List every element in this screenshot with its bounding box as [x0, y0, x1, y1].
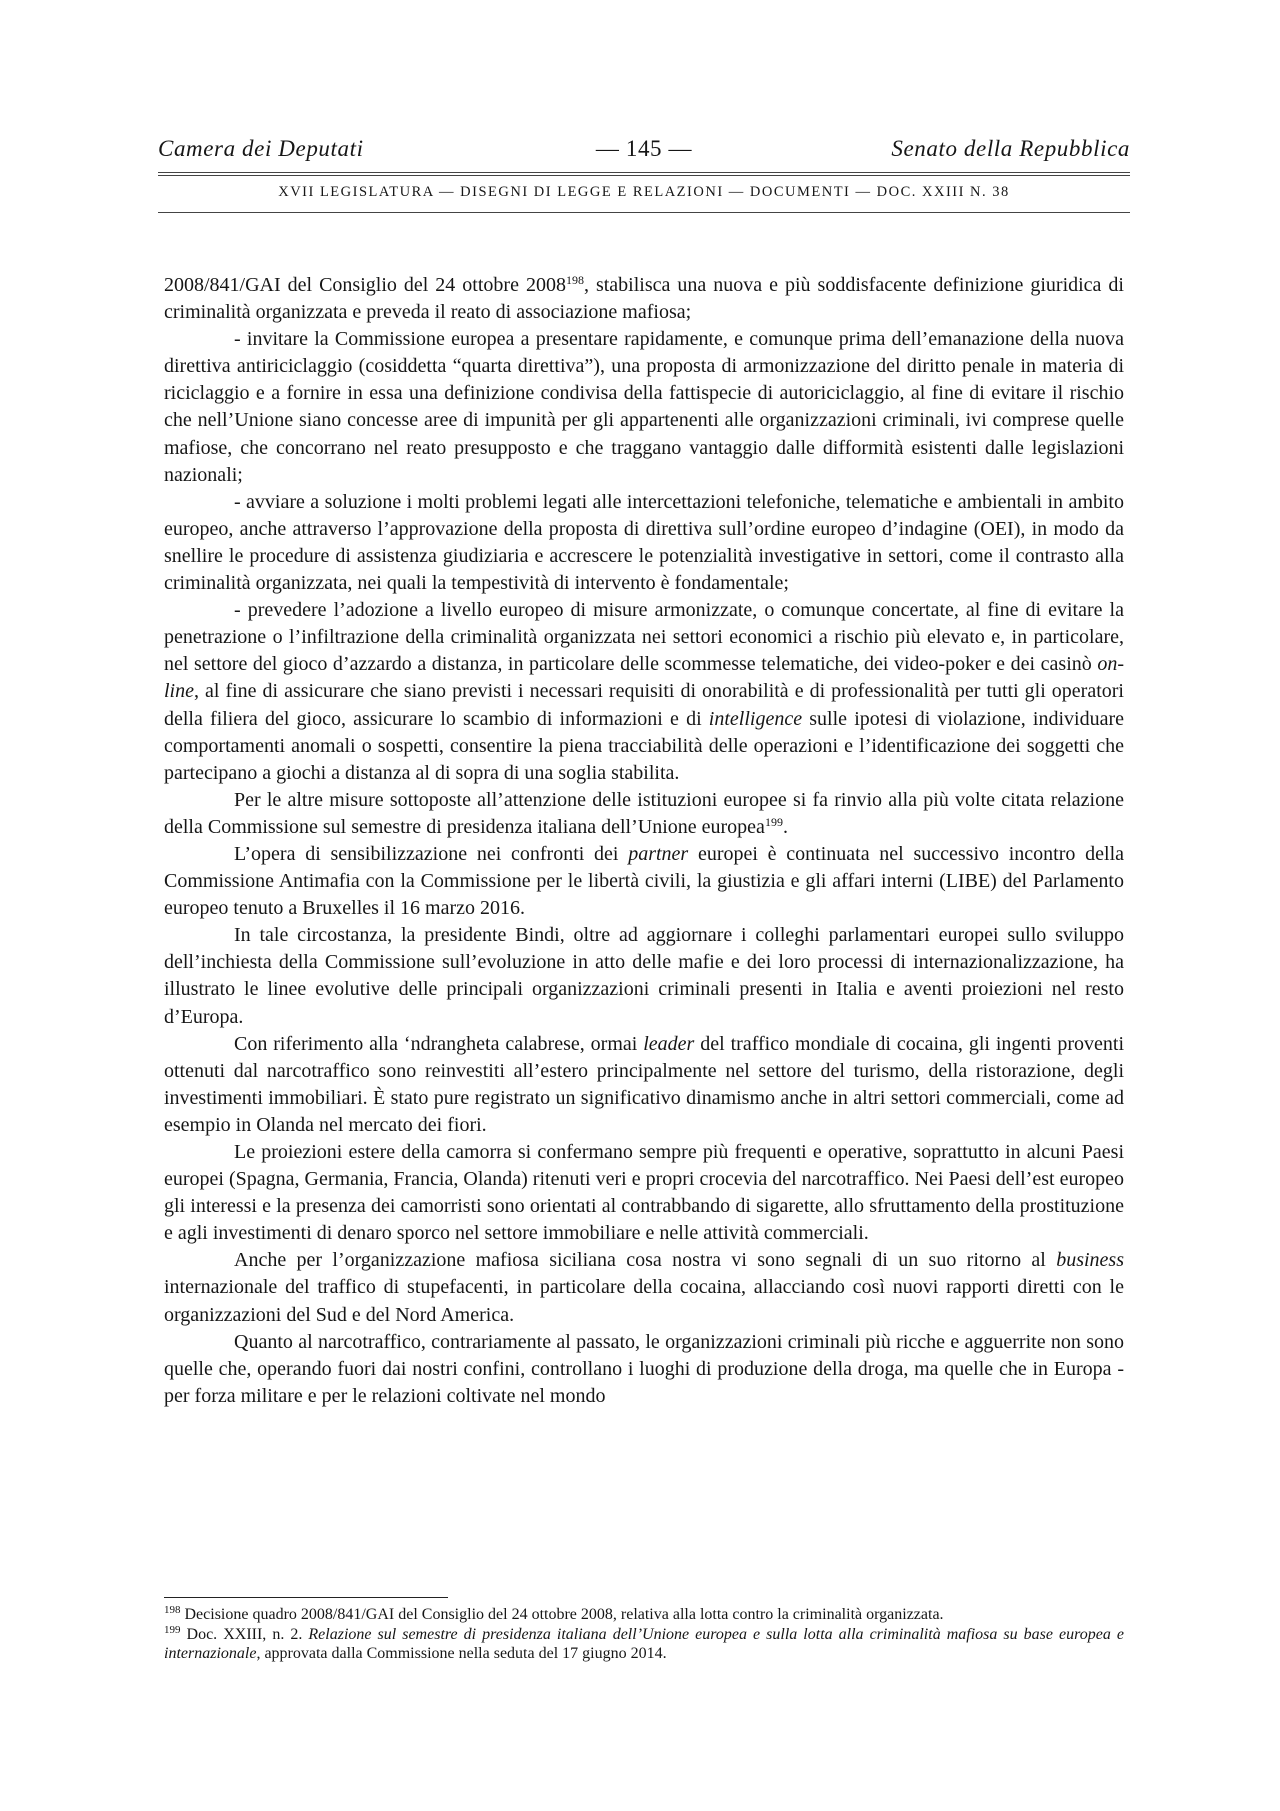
header-rule-top-double	[158, 175, 1130, 176]
page-number: — 145 —	[595, 136, 693, 161]
header-rule-bottom	[158, 212, 1130, 213]
footnote-separator	[164, 1597, 448, 1598]
paragraph: Le proiezioni estere della camorra si confermano sempre più frequenti e operative, soprattutto in alcuni Paesi europei (Spagna, Germania, Francia, Olanda) ritenuti veri e propri crocevia del narcotraffico. Nei Paesi dell’est europeo gli interessi e la presenza dei camorristi sono orientati al contrabbando di sigarette, allo sfruttamento della prostituzione e agli investimenti di denaro sporco nel settore immobiliare e nelle attività commerciali.	[164, 1141, 1124, 1245]
paragraph: Quanto al narcotraffico, contrariamente al passato, le organizzazioni criminali più ricche e agguerrite non sono quelle che, operando fuori dai nostri confini, controllano i luoghi di produzione della droga, ma quelle che in Europa - per forza militare e per le relazioni coltivate nel mondo	[164, 1330, 1124, 1407]
header-legislature: XVII LEGISLATURA — DISEGNI DI LEGGE E RELAZIONI — DOCUMENTI — DOC. XXIII N. 38	[278, 184, 1010, 200]
footnote-199: $^{199}$ Doc. XXIII, n. 2. Relazione sul semestre di presidenza italiana dell’Unione europea e sulla lotta alla criminalità mafiosa su base europea e internazionale, approvata dalla Commissione nella seduta del 17 giugno 2014.	[164, 1623, 1125, 1663]
paragraph: - prevedere l’adozione a livello europeo di misure armonizzate, o comunque concertate, al fine di evitare la penetrazione o l’infiltrazione della criminalità organizzata nei settori economici a rischio più elevato e, in particolare, nel settore del gioco d’azzardo a distanza, in particolare delle scommesse telematiche, dei video-poker e dei casinò on-line, al fine di assicurare che siano previsti i necessari requisiti di onorabilità e di professionalità per tutti gli operatori della filiera del gioco, assicurare lo scambio di informazioni e di intelligence sulle ipotesi di violazione, individuare comportamenti anomali o sospetti, consentire la piena tracciabilità delle operazioni e l’identificazione dei soggetti che partecipano a giochi a distanza al di sopra di una soglia stabilita.	[164, 599, 1124, 784]
paragraph: L’opera di sensibilizzazione nei confronti dei partner europei è continuata nel successivo incontro della Commissione Antimafia con la Commissione per le libertà civili, la giustizia e gli affari interni (LIBE) del Parlamento europeo tenuto a Bruxelles il 16 marzo 2016.	[164, 842, 1124, 920]
footnotes	[164, 1605, 1124, 1664]
footnote-198: $^{198}$ Decisione quadro 2008/841/GAI del Consiglio del 24 ottobre 2008, relativa alla lotta contro la criminalità organizzata.	[164, 1604, 944, 1623]
paragraph: Per le altre misure sottoposte all’attenzione delle istituzioni europee si fa rinvio alla più volte citata relazione della Commissione sul semestre di presidenza italiana dell’Unione europea$^{199}$.	[164, 788, 1124, 838]
paragraph: - avviare a soluzione i molti problemi legati alle intercettazioni telefoniche, telematiche e ambientali in ambito europeo, anche attraverso l’approvazione della proposta di direttiva sull’ordine europeo d’indagine (OEI), in modo da snellire le procedure di assistenza giudiziaria e accrescere le potenzialità investigative in settori, come il contrasto alla criminalità organizzata, nei quali la tempestività di intervento è fondamentale;	[164, 490, 1124, 595]
header-senate: Senato della Repubblica	[891, 136, 1130, 161]
paragraph: Anche per l’organizzazione mafiosa siciliana cosa nostra vi sono segnali di un suo ritorno al business internazionale del traffico di stupefacenti, in particolare della cocaina, allacciando così nuovi rapporti diretti con le organizzazioni del Sud e del Nord America.	[164, 1249, 1124, 1326]
body-text	[164, 272, 1124, 1410]
paragraph: In tale circostanza, la presidente Bindi, oltre ad aggiornare i colleghi parlamentari europei sullo sviluppo dell’inchiesta della Commissione sull’evoluzione in atto delle mafie e dei loro processi di internazionalizzazione, ha illustrato le linee evolutive delle principali organizzazioni criminali presenti in Italia e aventi proiezioni nel resto d’Europa.	[164, 924, 1124, 1028]
header-chamber: Camera dei Deputati	[158, 136, 364, 161]
header-rule-top	[158, 172, 1130, 173]
paragraph: 2008/841/GAI del Consiglio del 24 ottobre 2008$^{198}$, stabilisca una nuova e più soddisfacente definizione giuridica di criminalità organizzata e preveda il reato di associazione mafiosa;	[164, 273, 1124, 324]
paragraph: Con riferimento alla ‘ndrangheta calabrese, ormai leader del traffico mondiale di cocaina, gli ingenti proventi ottenuti dal narcotraffico sono reinvestiti all’estero principalmente nel settore del turismo, della ristorazione, degli investimenti immobiliari. È stato pure registrato un significativo dinamismo anche in altri settori commerciali, come ad esempio in Olanda nel mercato dei fiori.	[164, 1032, 1124, 1136]
footnote-ref-198[interactable]: 198	[565, 273, 584, 287]
running-header	[158, 136, 1130, 170]
paragraph: - invitare la Commissione europea a presentare rapidamente, e comunque prima dell’emanazione della nuova direttiva antiriciclaggio (cosiddetta “quarta direttiva”), una proposta di armonizzazione del diritto penale in materia di riciclaggio e a fornire in essa una definizione condivisa della fattispecie di autoriciclaggio, al fine di evitare il rischio che nell’Unione siano concesse aree di impunità per gli appartenenti alle organizzazioni criminali, ivi comprese quelle mafiose, che concorrano nel reato presupposto e che traggano vantaggio dalle difformità esistenti dalle legislazioni nazionali;	[164, 328, 1124, 486]
footnote-ref-199[interactable]: 199	[764, 814, 783, 829]
